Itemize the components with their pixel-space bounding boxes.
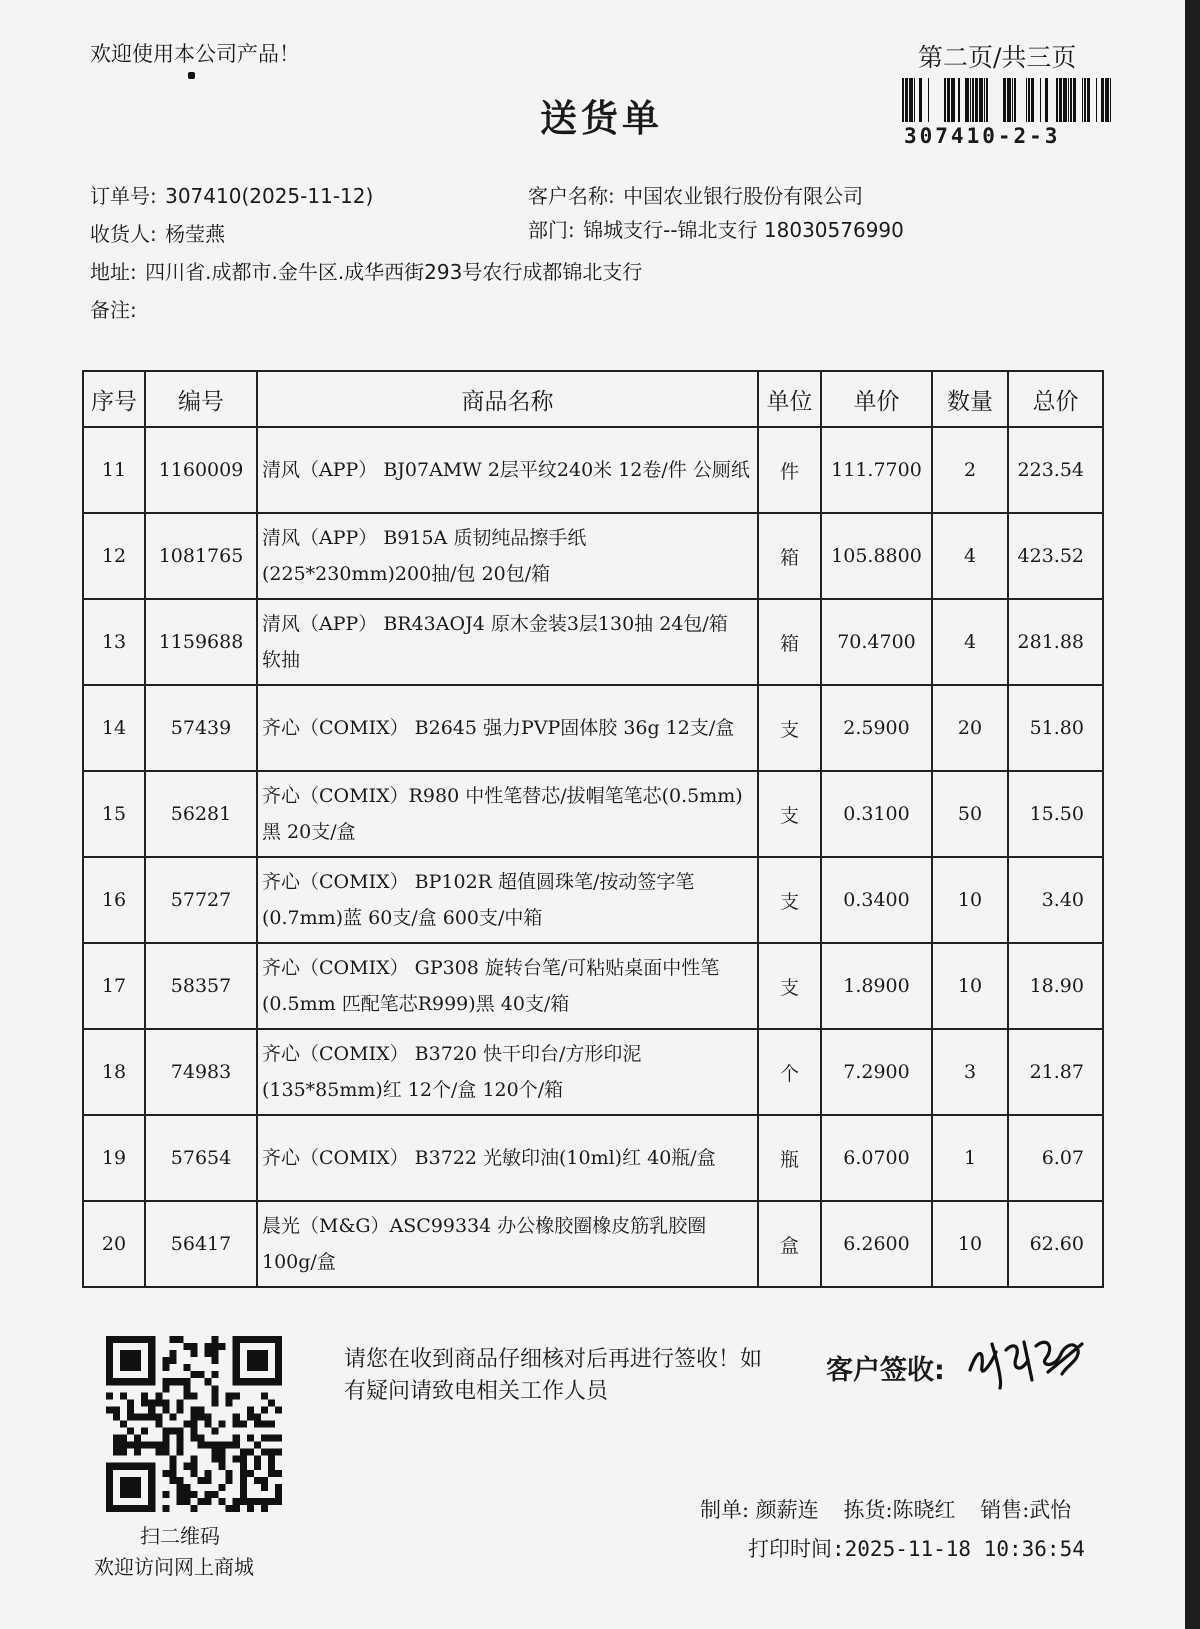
maker-text: 制单: 颜薪连 <box>700 1498 819 1522</box>
print-time: 打印时间:2025-11-18 10:36:54 <box>748 1537 1085 1561</box>
row-seq: 18 <box>83 1029 145 1115</box>
customer-name-value: 中国农业银行股份有限公司 <box>623 184 864 208</box>
qr-code[interactable] <box>106 1336 282 1512</box>
row-unit: 支 <box>758 857 821 943</box>
row-unit: 瓶 <box>758 1115 821 1201</box>
address-label: 地址: <box>90 260 137 284</box>
row-quantity: 10 <box>932 857 1008 943</box>
row-code: 57439 <box>145 685 257 771</box>
row-unit: 支 <box>758 943 821 1029</box>
customer-sign-label: 客户签收: <box>826 1355 945 1386</box>
row-unit-price: 0.3400 <box>821 857 932 943</box>
row-product-name: 齐心（COMIX） B2645 强力PVP固体胶 36g 12支/盒 <box>257 685 758 771</box>
row-unit-price: 70.4700 <box>821 599 932 685</box>
order-number-label: 订单号: <box>90 184 157 208</box>
row-unit-price: 0.3100 <box>821 771 932 857</box>
table-row <box>83 943 1103 1029</box>
row-code: 1160009 <box>145 427 257 513</box>
receiver-label: 收货人: <box>90 222 157 246</box>
row-unit-price: 1.8900 <box>821 943 932 1029</box>
table-row <box>83 1115 1103 1201</box>
address-value: 四川省.成都市.金牛区.成华西街293号农行成都锦北支行 <box>145 260 643 284</box>
row-total: 15.50 <box>1008 771 1103 857</box>
row-unit: 件 <box>758 427 821 513</box>
row-total: 3.40 <box>1008 857 1103 943</box>
row-code: 56281 <box>145 771 257 857</box>
order-number-value: 307410(2025-11-12) <box>165 184 374 208</box>
row-quantity: 4 <box>932 513 1008 599</box>
row-code: 74983 <box>145 1029 257 1115</box>
header-seq: 序号 <box>83 371 145 427</box>
row-product-name: 清风（APP） B915A 质韧纯品擦手纸(225*230mm)200抽/包 20包/箱 <box>257 513 758 599</box>
scan-edge <box>1185 0 1200 1629</box>
row-seq: 13 <box>83 599 145 685</box>
header-unit: 单位 <box>758 371 821 427</box>
row-code: 1159688 <box>145 599 257 685</box>
row-product-name: 齐心（COMIX） B3720 快干印台/方形印泥(135*85mm)红 12个/盒 120个/箱 <box>257 1029 758 1115</box>
department-field <box>528 214 904 243</box>
row-seq: 16 <box>83 857 145 943</box>
table-row <box>83 427 1103 513</box>
header-quantity: 数量 <box>932 371 1008 427</box>
row-code: 58357 <box>145 943 257 1029</box>
table-row <box>83 771 1103 857</box>
document-title: 送货单 <box>540 97 663 140</box>
row-unit: 个 <box>758 1029 821 1115</box>
row-product-name: 齐心（COMIX） GP308 旋转台笔/可粘贴桌面中性笔(0.5mm 匹配笔芯R999)黑 40支/箱 <box>257 943 758 1029</box>
row-quantity: 50 <box>932 771 1008 857</box>
header-product-name: 商品名称 <box>257 371 758 427</box>
row-quantity: 3 <box>932 1029 1008 1115</box>
row-unit: 支 <box>758 685 821 771</box>
row-total: 423.52 <box>1008 513 1103 599</box>
row-product-name: 齐心（COMIX）R980 中性笔替芯/拔帽笔笔芯(0.5mm)黑 20支/盒 <box>257 771 758 857</box>
staff-line <box>700 1494 1089 1524</box>
row-total: 223.54 <box>1008 427 1103 513</box>
row-seq: 11 <box>83 427 145 513</box>
receiver-value: 杨莹燕 <box>165 222 226 246</box>
row-total: 21.87 <box>1008 1029 1103 1115</box>
row-unit: 支 <box>758 771 821 857</box>
row-total: 281.88 <box>1008 599 1103 685</box>
row-product-name: 清风（APP） BJ07AMW 2层平纹240米 12卷/件 公厕纸 <box>257 427 758 513</box>
row-unit-price: 2.5900 <box>821 685 932 771</box>
barcode-number: 307410-2-3 <box>904 124 1061 148</box>
address-field <box>90 256 642 285</box>
row-total: 51.80 <box>1008 685 1103 771</box>
row-product-name: 齐心（COMIX） B3722 光敏印油(10ml)红 40瓶/盒 <box>257 1115 758 1201</box>
row-unit: 箱 <box>758 599 821 685</box>
row-total: 18.90 <box>1008 943 1103 1029</box>
row-unit-price: 7.2900 <box>821 1029 932 1115</box>
row-code: 57727 <box>145 857 257 943</box>
row-total: 62.60 <box>1008 1201 1103 1287</box>
row-quantity: 20 <box>932 685 1008 771</box>
table-header-row <box>83 371 1103 427</box>
row-code: 1081765 <box>145 513 257 599</box>
receiver-field <box>90 218 225 247</box>
row-seq: 19 <box>83 1115 145 1201</box>
picker-text: 拣货:陈晓红 <box>843 1498 956 1522</box>
barcode <box>900 78 1112 122</box>
row-code: 56417 <box>145 1201 257 1287</box>
row-quantity: 10 <box>932 1201 1008 1287</box>
customer-signature <box>962 1322 1092 1394</box>
order-number-field <box>90 180 373 209</box>
row-quantity: 2 <box>932 427 1008 513</box>
row-unit-price: 6.2600 <box>821 1201 932 1287</box>
table-row <box>83 1029 1103 1115</box>
row-seq: 15 <box>83 771 145 857</box>
remark-field <box>90 294 137 323</box>
items-table <box>82 370 1104 1288</box>
row-seq: 17 <box>83 943 145 1029</box>
sales-text: 销售:武怡 <box>980 1498 1072 1522</box>
row-unit-price: 105.8800 <box>821 513 932 599</box>
department-value: 锦城支行--锦北支行 18030576990 <box>583 218 904 242</box>
row-unit-price: 111.7700 <box>821 427 932 513</box>
row-product-name: 晨光（M&G）ASC99334 办公橡胶圈橡皮筋乳胶圈100g/盒 <box>257 1201 758 1287</box>
customer-name-label: 客户名称: <box>528 184 615 208</box>
header-code: 编号 <box>145 371 257 427</box>
row-seq: 20 <box>83 1201 145 1287</box>
welcome-text: 欢迎使用本公司产品！ <box>90 42 300 66</box>
row-seq: 14 <box>83 685 145 771</box>
table-row <box>83 1201 1103 1287</box>
department-label: 部门: <box>528 218 575 242</box>
header-total: 总价 <box>1008 371 1103 427</box>
row-quantity: 10 <box>932 943 1008 1029</box>
remark-label: 备注: <box>90 298 137 322</box>
qr-caption-scan: 扫二维码 <box>140 1524 220 1548</box>
page-number: 第二页/共三页 <box>918 43 1077 72</box>
row-unit: 盒 <box>758 1201 821 1287</box>
row-unit: 箱 <box>758 513 821 599</box>
row-unit-price: 6.0700 <box>821 1115 932 1201</box>
ink-dot <box>188 72 195 79</box>
qr-caption-shop: 欢迎访问网上商城 <box>94 1555 254 1579</box>
row-quantity: 1 <box>932 1115 1008 1201</box>
row-total: 6.07 <box>1008 1115 1103 1201</box>
customer-name-field <box>528 180 863 209</box>
row-product-name: 齐心（COMIX） BP102R 超值圆珠笔/按动签字笔(0.7mm)蓝 60支/盒 600支/中箱 <box>257 857 758 943</box>
table-row <box>83 857 1103 943</box>
row-code: 57654 <box>145 1115 257 1201</box>
row-quantity: 4 <box>932 599 1008 685</box>
header-unit-price: 单价 <box>821 371 932 427</box>
table-row <box>83 513 1103 599</box>
row-seq: 12 <box>83 513 145 599</box>
table-row <box>83 685 1103 771</box>
row-product-name: 清风（APP） BR43AOJ4 原木金装3层130抽 24包/箱 软抽 <box>257 599 758 685</box>
notice-text: 请您在收到商品仔细核对后再进行签收！如有疑问请致电相关工作人员 <box>344 1347 763 1404</box>
table-row <box>83 599 1103 685</box>
